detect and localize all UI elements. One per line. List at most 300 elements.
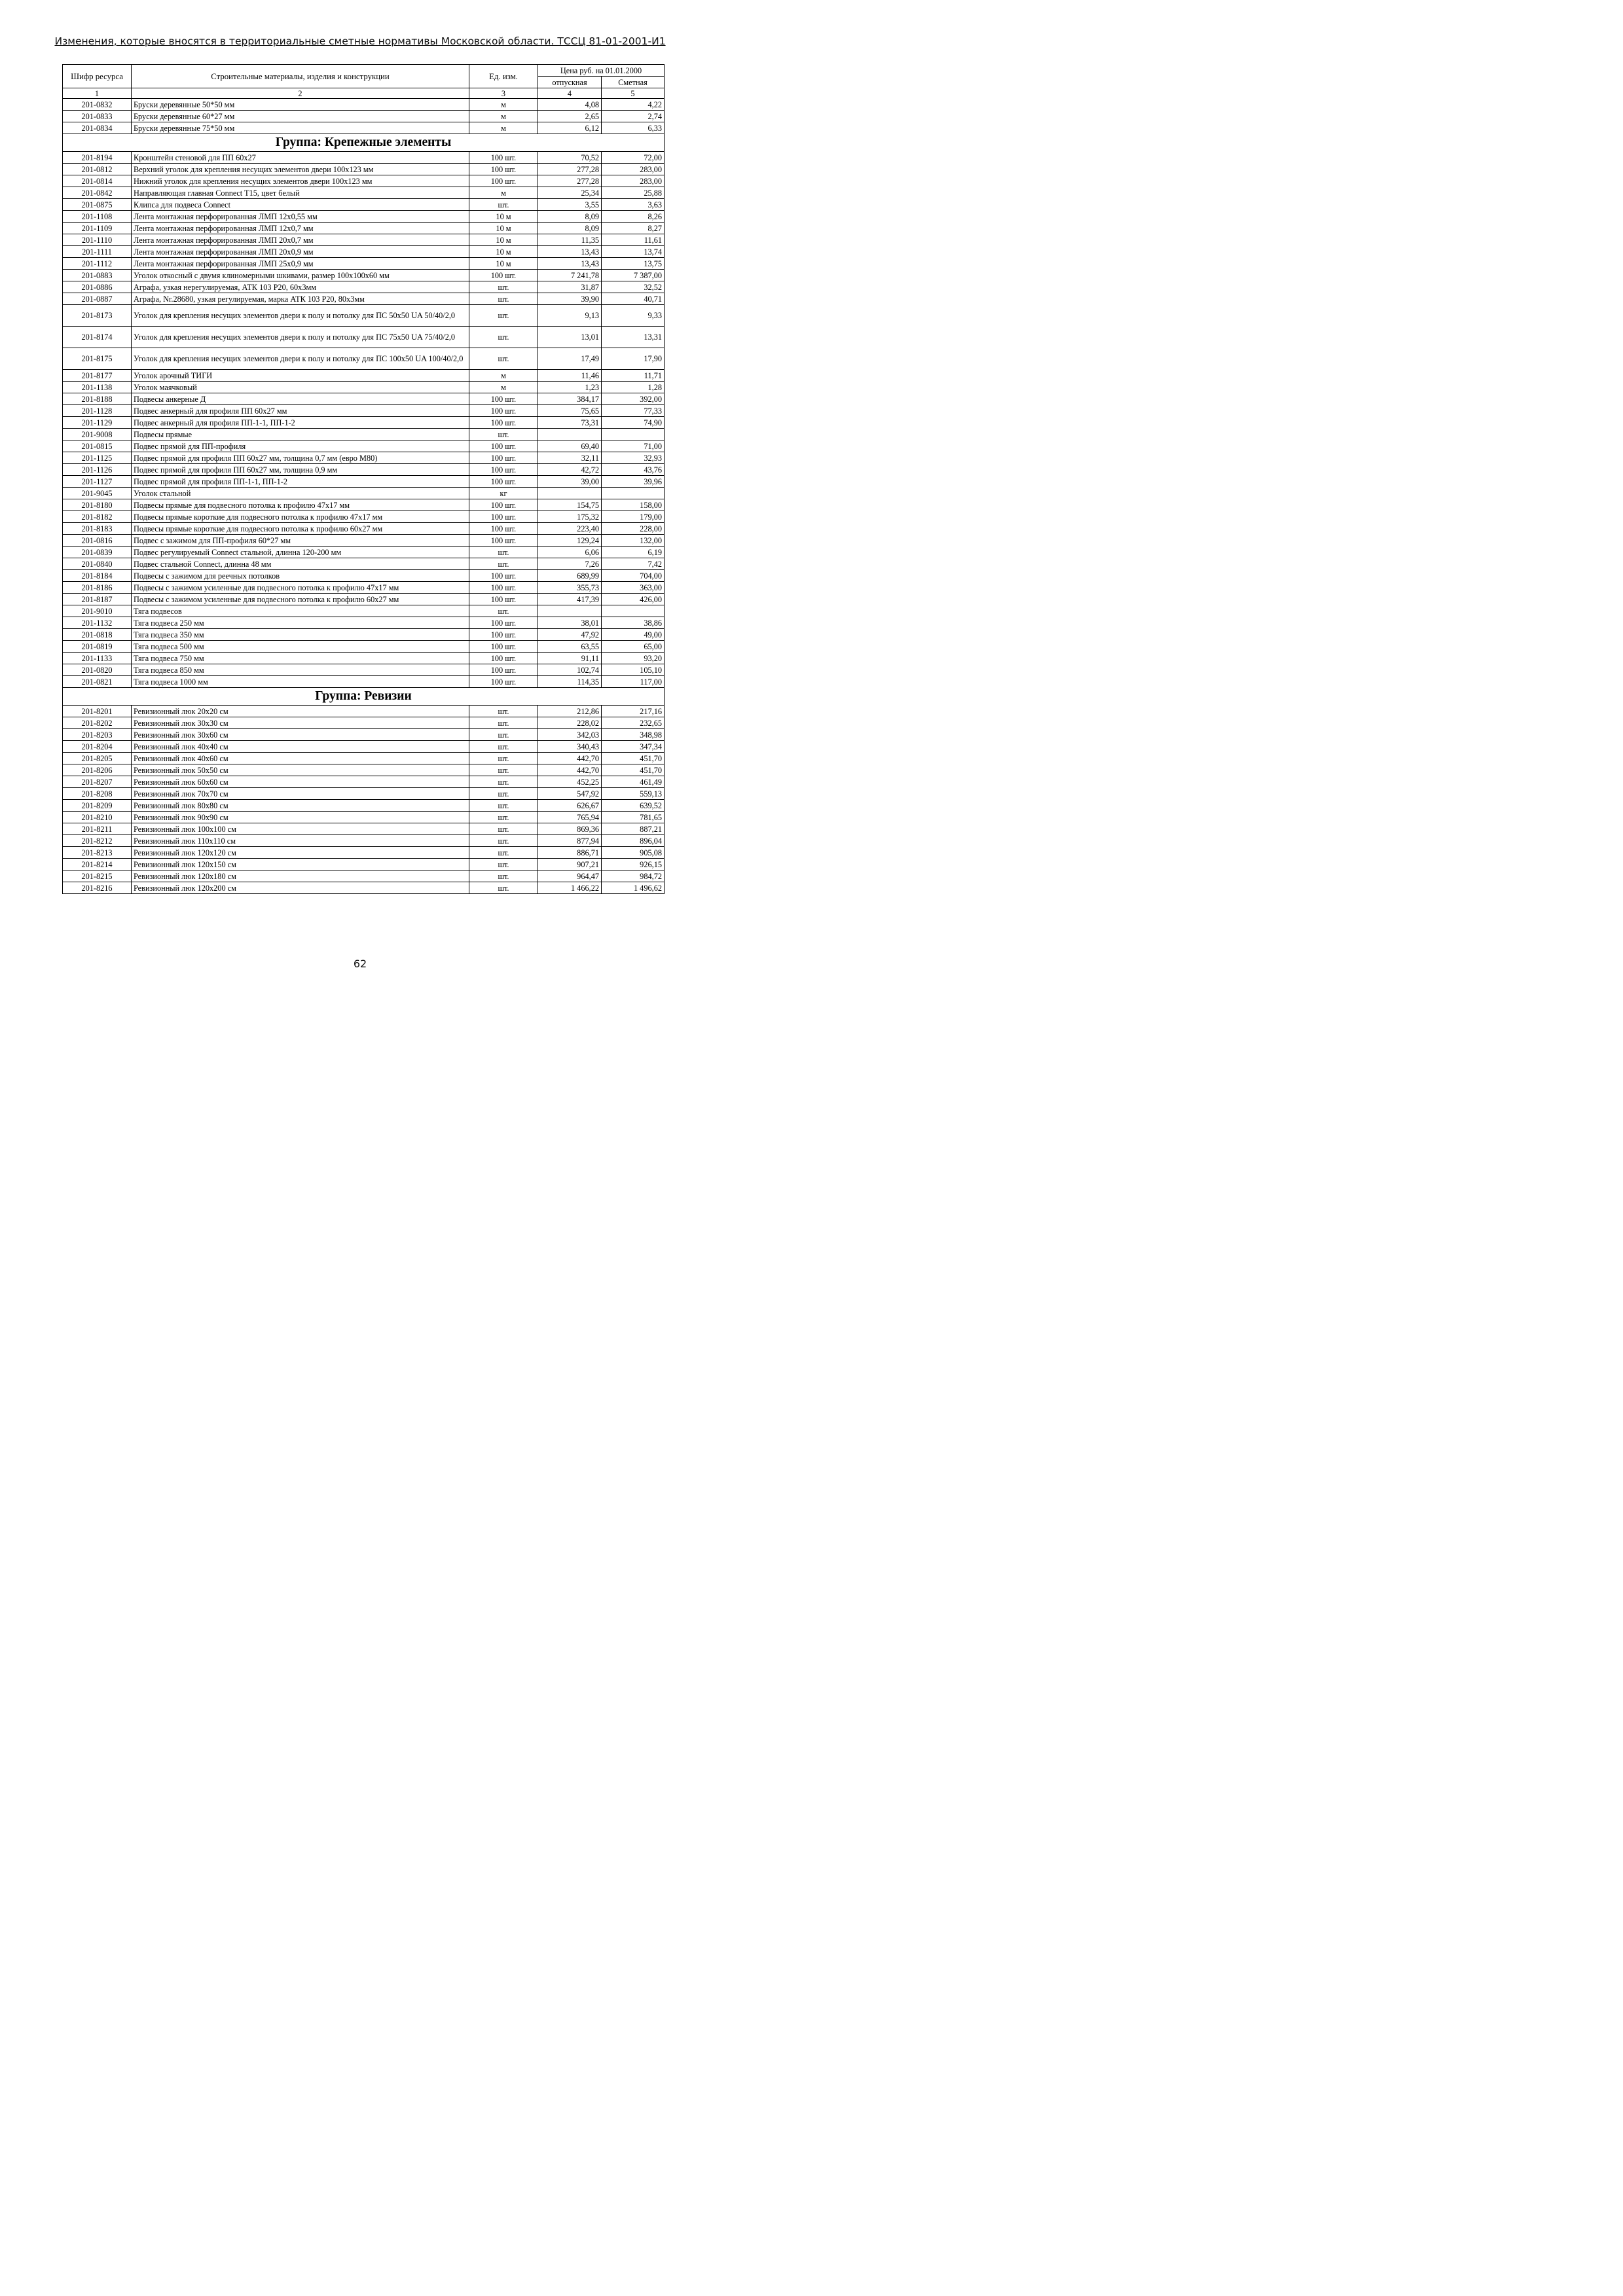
- estimate-price: 887,21: [602, 823, 665, 835]
- column-number: 1: [63, 88, 132, 99]
- resource-code: 201-1132: [63, 617, 132, 629]
- col-header-estimate: Сметная: [602, 77, 665, 88]
- material-name: Лента монтажная перфорированная ЛМП 12х0,55 мм: [132, 211, 469, 223]
- price-table: [62, 64, 665, 894]
- table-row: [63, 223, 665, 234]
- material-name: Уголок для крепления несущих элементов двери к полу и потолку для ПС 50х50 UA 50/40/2,0: [132, 305, 469, 327]
- release-price: 13,43: [538, 258, 602, 270]
- unit-of-measure: шт.: [469, 547, 538, 558]
- table-row: [63, 812, 665, 823]
- release-price: 228,02: [538, 717, 602, 729]
- release-price: 340,43: [538, 741, 602, 753]
- table-row: [63, 664, 665, 676]
- release-price: 547,92: [538, 788, 602, 800]
- resource-code: 201-1133: [63, 653, 132, 664]
- material-name: Подвес прямой для ПП-профиля: [132, 440, 469, 452]
- table-row: [63, 187, 665, 199]
- resource-code: 201-8184: [63, 570, 132, 582]
- material-name: Ревизионный люк 100х100 см: [132, 823, 469, 835]
- table-row: [63, 582, 665, 594]
- unit-of-measure: шт.: [469, 812, 538, 823]
- table-row: [63, 476, 665, 488]
- estimate-price: 461,49: [602, 776, 665, 788]
- unit-of-measure: 100 шт.: [469, 464, 538, 476]
- release-price: 626,67: [538, 800, 602, 812]
- resource-code: 201-8208: [63, 788, 132, 800]
- release-price: 39,90: [538, 293, 602, 305]
- estimate-price: 8,26: [602, 211, 665, 223]
- resource-code: 201-8182: [63, 511, 132, 523]
- unit-of-measure: 100 шт.: [469, 629, 538, 641]
- unit-of-measure: 100 шт.: [469, 664, 538, 676]
- unit-of-measure: 100 шт.: [469, 164, 538, 175]
- column-number-row: [63, 88, 665, 99]
- material-name: Подвес прямой для профиля ПП 60х27 мм, толщина 0,7 мм (евро М80): [132, 452, 469, 464]
- release-price: 91,11: [538, 653, 602, 664]
- release-price: 32,11: [538, 452, 602, 464]
- table-row: [63, 246, 665, 258]
- release-price: 73,31: [538, 417, 602, 429]
- release-price: 129,24: [538, 535, 602, 547]
- material-name: Подвес регулируемый Connect стальной, длинна 120-200 мм: [132, 547, 469, 558]
- table-row: [63, 823, 665, 835]
- unit-of-measure: 10 м: [469, 234, 538, 246]
- material-name: Тяга подвесов: [132, 605, 469, 617]
- group-title: Группа: Ревизии: [63, 688, 665, 706]
- table-row: [63, 440, 665, 452]
- material-name: Лента монтажная перфорированная ЛМП 20х0,9 мм: [132, 246, 469, 258]
- table-row: [63, 511, 665, 523]
- release-price: 765,94: [538, 812, 602, 823]
- unit-of-measure: 100 шт.: [469, 523, 538, 535]
- unit-of-measure: 100 шт.: [469, 405, 538, 417]
- release-price: 877,94: [538, 835, 602, 847]
- table-row: [63, 234, 665, 246]
- table-row: [63, 393, 665, 405]
- release-price: 114,35: [538, 676, 602, 688]
- release-price: 1,23: [538, 382, 602, 393]
- resource-code: 201-8187: [63, 594, 132, 605]
- material-name: Подвесы прямые короткие для подвесного потолка к профилю 60х27 мм: [132, 523, 469, 535]
- unit-of-measure: м: [469, 99, 538, 111]
- resource-code: 201-8188: [63, 393, 132, 405]
- estimate-price: 2,74: [602, 111, 665, 122]
- unit-of-measure: 100 шт.: [469, 582, 538, 594]
- release-price: 355,73: [538, 582, 602, 594]
- material-name: Ревизионный люк 110х110 см: [132, 835, 469, 847]
- unit-of-measure: 10 м: [469, 211, 538, 223]
- estimate-price: 926,15: [602, 859, 665, 870]
- material-name: Уголок для крепления несущих элементов двери к полу и потолку для ПС 75х50 UA 75/40/2,0: [132, 327, 469, 348]
- column-number: 3: [469, 88, 538, 99]
- resource-code: 201-8177: [63, 370, 132, 382]
- unit-of-measure: 100 шт.: [469, 499, 538, 511]
- resource-code: 201-8213: [63, 847, 132, 859]
- estimate-price: 40,71: [602, 293, 665, 305]
- unit-of-measure: 100 шт.: [469, 393, 538, 405]
- estimate-price: 74,90: [602, 417, 665, 429]
- unit-of-measure: шт.: [469, 847, 538, 859]
- resource-code: 201-0815: [63, 440, 132, 452]
- resource-code: 201-1110: [63, 234, 132, 246]
- table-row: [63, 717, 665, 729]
- estimate-price: 93,20: [602, 653, 665, 664]
- release-price: 6,12: [538, 122, 602, 134]
- unit-of-measure: 100 шт.: [469, 440, 538, 452]
- release-price: 102,74: [538, 664, 602, 676]
- unit-of-measure: шт.: [469, 429, 538, 440]
- material-name: Бруски деревянные 60*27 мм: [132, 111, 469, 122]
- release-price: 47,92: [538, 629, 602, 641]
- release-price: 11,35: [538, 234, 602, 246]
- estimate-price: 426,00: [602, 594, 665, 605]
- material-name: Ревизионный люк 60х60 см: [132, 776, 469, 788]
- release-price: 384,17: [538, 393, 602, 405]
- release-price: 69,40: [538, 440, 602, 452]
- table-row: [63, 382, 665, 393]
- unit-of-measure: 100 шт.: [469, 676, 538, 688]
- table-row: [63, 488, 665, 499]
- estimate-price: 43,76: [602, 464, 665, 476]
- material-name: Ревизионный люк 120х120 см: [132, 847, 469, 859]
- table-row: [63, 847, 665, 859]
- table-row: [63, 676, 665, 688]
- material-name: Подвес анкерный для профиля ПП 60х27 мм: [132, 405, 469, 417]
- resource-code: 201-0814: [63, 175, 132, 187]
- estimate-price: 11,71: [602, 370, 665, 382]
- resource-code: 201-8180: [63, 499, 132, 511]
- release-price: 11,46: [538, 370, 602, 382]
- unit-of-measure: 100 шт.: [469, 175, 538, 187]
- release-price: 70,52: [538, 152, 602, 164]
- material-name: Бруски деревянные 50*50 мм: [132, 99, 469, 111]
- table-head: [63, 65, 665, 99]
- unit-of-measure: 100 шт.: [469, 476, 538, 488]
- release-price: 442,70: [538, 764, 602, 776]
- material-name: Тяга подвеса 1000 мм: [132, 676, 469, 688]
- resource-code: 201-0819: [63, 641, 132, 653]
- unit-of-measure: шт.: [469, 882, 538, 894]
- release-price: 212,86: [538, 706, 602, 717]
- resource-code: 201-0820: [63, 664, 132, 676]
- release-price: 417,39: [538, 594, 602, 605]
- estimate-price: 7,42: [602, 558, 665, 570]
- table-row: [63, 211, 665, 223]
- material-name: Тяга подвеса 850 мм: [132, 664, 469, 676]
- estimate-price: 39,96: [602, 476, 665, 488]
- material-name: Лента монтажная перфорированная ЛМП 20х0,7 мм: [132, 234, 469, 246]
- estimate-price: 11,61: [602, 234, 665, 246]
- table-row: [63, 570, 665, 582]
- group-header-row: [63, 134, 665, 152]
- material-name: Ревизионный люк 120х200 см: [132, 882, 469, 894]
- resource-code: 201-0832: [63, 99, 132, 111]
- unit-of-measure: 10 м: [469, 246, 538, 258]
- unit-of-measure: м: [469, 111, 538, 122]
- table-row: [63, 164, 665, 175]
- table-row: [63, 776, 665, 788]
- estimate-price: 283,00: [602, 164, 665, 175]
- unit-of-measure: кг: [469, 488, 538, 499]
- estimate-price: 77,33: [602, 405, 665, 417]
- material-name: Направляющая главная Connect T15, цвет белый: [132, 187, 469, 199]
- resource-code: 201-0875: [63, 199, 132, 211]
- release-price: 63,55: [538, 641, 602, 653]
- material-name: Ревизионный люк 40х60 см: [132, 753, 469, 764]
- material-name: Тяга подвеса 500 мм: [132, 641, 469, 653]
- estimate-price: 905,08: [602, 847, 665, 859]
- release-price: 277,28: [538, 164, 602, 175]
- unit-of-measure: шт.: [469, 327, 538, 348]
- material-name: Ревизионный люк 80х80 см: [132, 800, 469, 812]
- resource-code: 201-8204: [63, 741, 132, 753]
- material-name: Подвесы анкерные Д: [132, 393, 469, 405]
- release-price: 13,01: [538, 327, 602, 348]
- unit-of-measure: 100 шт.: [469, 270, 538, 281]
- resource-code: 201-0834: [63, 122, 132, 134]
- material-name: Уголок для крепления несущих элементов двери к полу и потолку для ПС 100х50 UA 100/40/2,0: [132, 348, 469, 370]
- estimate-price: 4,22: [602, 99, 665, 111]
- table-row: [63, 764, 665, 776]
- unit-of-measure: шт.: [469, 281, 538, 293]
- col-header-name: Строительные материалы, изделия и конструкции: [132, 65, 469, 88]
- resource-code: 201-8206: [63, 764, 132, 776]
- unit-of-measure: м: [469, 370, 538, 382]
- release-price: 38,01: [538, 617, 602, 629]
- table-row: [63, 370, 665, 382]
- release-price: 9,13: [538, 305, 602, 327]
- material-name: Аграфа, Nr.28680, узкая регулируемая, марка АТК 103 Р20, 80х3мм: [132, 293, 469, 305]
- table-row: [63, 653, 665, 664]
- unit-of-measure: шт.: [469, 859, 538, 870]
- estimate-price: 348,98: [602, 729, 665, 741]
- resource-code: 201-8212: [63, 835, 132, 847]
- estimate-price: [602, 429, 665, 440]
- unit-of-measure: 100 шт.: [469, 535, 538, 547]
- resource-code: 201-8216: [63, 882, 132, 894]
- column-number: 4: [538, 88, 602, 99]
- release-price: 1 466,22: [538, 882, 602, 894]
- material-name: Уголок стальной: [132, 488, 469, 499]
- material-name: Ревизионный люк 90х90 см: [132, 812, 469, 823]
- table-row: [63, 535, 665, 547]
- material-name: Нижний уголок для крепления несущих элементов двери 100х123 мм: [132, 175, 469, 187]
- material-name: Бруски деревянные 75*50 мм: [132, 122, 469, 134]
- material-name: Подвесы с зажимом для реечных потолков: [132, 570, 469, 582]
- table-row: [63, 293, 665, 305]
- unit-of-measure: шт.: [469, 348, 538, 370]
- resource-code: 201-0833: [63, 111, 132, 122]
- table-row: [63, 706, 665, 717]
- material-name: Ревизионный люк 40х40 см: [132, 741, 469, 753]
- estimate-price: 283,00: [602, 175, 665, 187]
- table-row: [63, 741, 665, 753]
- column-number: 5: [602, 88, 665, 99]
- resource-code: 201-0821: [63, 676, 132, 688]
- estimate-price: 6,19: [602, 547, 665, 558]
- release-price: 175,32: [538, 511, 602, 523]
- release-price: 886,71: [538, 847, 602, 859]
- resource-code: 201-9045: [63, 488, 132, 499]
- table-row: [63, 753, 665, 764]
- release-price: 342,03: [538, 729, 602, 741]
- unit-of-measure: 100 шт.: [469, 617, 538, 629]
- material-name: Тяга подвеса 250 мм: [132, 617, 469, 629]
- material-name: Уголок арочный ТИГИ: [132, 370, 469, 382]
- release-price: 223,40: [538, 523, 602, 535]
- estimate-price: 451,70: [602, 753, 665, 764]
- material-name: Верхний уголок для крепления несущих элементов двери 100х123 мм: [132, 164, 469, 175]
- estimate-price: 7 387,00: [602, 270, 665, 281]
- release-price: 964,47: [538, 870, 602, 882]
- unit-of-measure: 100 шт.: [469, 417, 538, 429]
- estimate-price: 17,90: [602, 348, 665, 370]
- material-name: Лента монтажная перфорированная ЛМП 25х0,9 мм: [132, 258, 469, 270]
- material-name: Подвесы прямые: [132, 429, 469, 440]
- unit-of-measure: шт.: [469, 199, 538, 211]
- material-name: Подвесы с зажимом усиленные для подвесного потолка к профилю 47х17 мм: [132, 582, 469, 594]
- column-number: 2: [132, 88, 469, 99]
- table-row: [63, 594, 665, 605]
- material-name: Тяга подвеса 350 мм: [132, 629, 469, 641]
- resource-code: 201-8205: [63, 753, 132, 764]
- table-row: [63, 327, 665, 348]
- estimate-price: 8,27: [602, 223, 665, 234]
- resource-code: 201-1109: [63, 223, 132, 234]
- table-row: [63, 122, 665, 134]
- unit-of-measure: шт.: [469, 706, 538, 717]
- table-row: [63, 111, 665, 122]
- unit-of-measure: шт.: [469, 835, 538, 847]
- release-price: 31,87: [538, 281, 602, 293]
- estimate-price: [602, 605, 665, 617]
- resource-code: 201-9010: [63, 605, 132, 617]
- estimate-price: 158,00: [602, 499, 665, 511]
- resource-code: 201-0840: [63, 558, 132, 570]
- estimate-price: 13,31: [602, 327, 665, 348]
- resource-code: 201-8201: [63, 706, 132, 717]
- resource-code: 201-1112: [63, 258, 132, 270]
- estimate-price: 65,00: [602, 641, 665, 653]
- resource-code: 201-0886: [63, 281, 132, 293]
- resource-code: 201-8215: [63, 870, 132, 882]
- table-row: [63, 558, 665, 570]
- table-row: [63, 152, 665, 164]
- estimate-price: 347,34: [602, 741, 665, 753]
- unit-of-measure: 100 шт.: [469, 570, 538, 582]
- unit-of-measure: м: [469, 382, 538, 393]
- resource-code: 201-8203: [63, 729, 132, 741]
- unit-of-measure: шт.: [469, 823, 538, 835]
- release-price: [538, 429, 602, 440]
- release-price: 75,65: [538, 405, 602, 417]
- unit-of-measure: шт.: [469, 717, 538, 729]
- unit-of-measure: шт.: [469, 305, 538, 327]
- resource-code: 201-0818: [63, 629, 132, 641]
- unit-of-measure: шт.: [469, 605, 538, 617]
- estimate-price: 32,52: [602, 281, 665, 293]
- resource-code: 201-8210: [63, 812, 132, 823]
- table-row: [63, 729, 665, 741]
- release-price: 4,08: [538, 99, 602, 111]
- table-row: [63, 523, 665, 535]
- release-price: 8,09: [538, 223, 602, 234]
- estimate-price: 179,00: [602, 511, 665, 523]
- material-name: Лента монтажная перфорированная ЛМП 12х0,7 мм: [132, 223, 469, 234]
- estimate-price: 984,72: [602, 870, 665, 882]
- table-row: [63, 835, 665, 847]
- resource-code: 201-1128: [63, 405, 132, 417]
- release-price: 3,55: [538, 199, 602, 211]
- material-name: Подвес прямой для профиля ПП-1-1, ПП-1-2: [132, 476, 469, 488]
- material-name: Подвесы прямые короткие для подвесного потолка к профилю 47х17 мм: [132, 511, 469, 523]
- release-price: 869,36: [538, 823, 602, 835]
- estimate-price: [602, 488, 665, 499]
- release-price: 7 241,78: [538, 270, 602, 281]
- material-name: Ревизионный люк 70х70 см: [132, 788, 469, 800]
- resource-code: 201-8202: [63, 717, 132, 729]
- release-price: [538, 488, 602, 499]
- table-row: [63, 547, 665, 558]
- table-row: [63, 617, 665, 629]
- release-price: 25,34: [538, 187, 602, 199]
- unit-of-measure: шт.: [469, 729, 538, 741]
- col-header-release: отпускная: [538, 77, 602, 88]
- resource-code: 201-8174: [63, 327, 132, 348]
- release-price: 689,99: [538, 570, 602, 582]
- unit-of-measure: 10 м: [469, 258, 538, 270]
- resource-code: 201-1125: [63, 452, 132, 464]
- resource-code: 201-0887: [63, 293, 132, 305]
- unit-of-measure: 100 шт.: [469, 511, 538, 523]
- unit-of-measure: м: [469, 122, 538, 134]
- table-row: [63, 788, 665, 800]
- estimate-price: 1 496,62: [602, 882, 665, 894]
- estimate-price: 392,00: [602, 393, 665, 405]
- release-price: 8,09: [538, 211, 602, 223]
- page-number: 62: [353, 958, 367, 970]
- material-name: Подвесы прямые для подвесного потолка к профилю 47х17 мм: [132, 499, 469, 511]
- col-header-code: Шифр ресурса: [63, 65, 132, 88]
- table-row: [63, 417, 665, 429]
- estimate-price: 105,10: [602, 664, 665, 676]
- release-price: 154,75: [538, 499, 602, 511]
- table-body: [63, 99, 665, 894]
- table-row: [63, 270, 665, 281]
- estimate-price: 704,00: [602, 570, 665, 582]
- estimate-price: 132,00: [602, 535, 665, 547]
- estimate-price: 232,65: [602, 717, 665, 729]
- table-row: [63, 258, 665, 270]
- material-name: Кронштейн стеновой для ПП 60х27: [132, 152, 469, 164]
- estimate-price: 32,93: [602, 452, 665, 464]
- release-price: 7,26: [538, 558, 602, 570]
- release-price: 907,21: [538, 859, 602, 870]
- estimate-price: 13,75: [602, 258, 665, 270]
- estimate-price: 363,00: [602, 582, 665, 594]
- resource-code: 201-8209: [63, 800, 132, 812]
- table-row: [63, 859, 665, 870]
- table-row: [63, 175, 665, 187]
- unit-of-measure: шт.: [469, 764, 538, 776]
- table-row: [63, 464, 665, 476]
- material-name: Аграфа, узкая нерегулируемая, АТК 103 Р20, 60х3мм: [132, 281, 469, 293]
- resource-code: 201-1127: [63, 476, 132, 488]
- estimate-price: 451,70: [602, 764, 665, 776]
- unit-of-measure: 100 шт.: [469, 653, 538, 664]
- resource-code: 201-8194: [63, 152, 132, 164]
- table-row: [63, 629, 665, 641]
